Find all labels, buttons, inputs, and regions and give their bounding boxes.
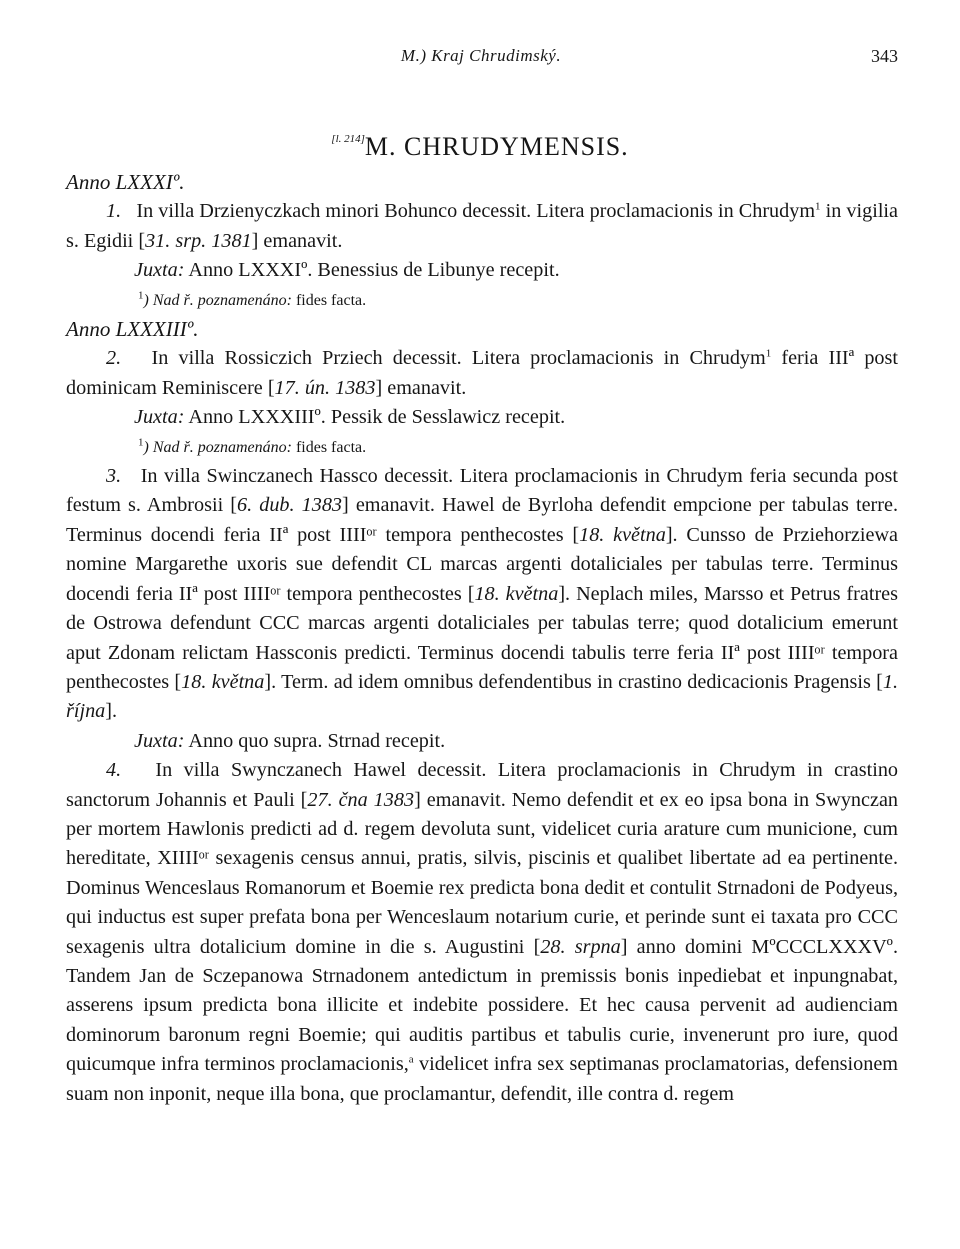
footnote-marker: a bbox=[408, 1053, 414, 1066]
footnote-mark: 1 bbox=[138, 436, 144, 449]
juxta-text: Anno LXXXIIIº. Pessik de Sesslawicz recepit. bbox=[184, 406, 566, 429]
footnote-marker: 1 bbox=[765, 347, 772, 360]
footnote-label: ) Nad ř. poznamenáno: bbox=[143, 291, 292, 309]
entry-text: ]. Cunsso de Prziehorziewa nomine Margarethe uxoris sue defendit CL marcas argenti dotaliciales per tabulas terre. Terminus docendi feria IIª post IIIIᵒʳ tempora penthecostes [ bbox=[66, 523, 898, 605]
entry-text: ] emanavit. bbox=[375, 376, 467, 399]
page-header bbox=[64, 46, 898, 72]
juxta-line bbox=[66, 256, 898, 285]
date-bracket: 6. dub. 1383 bbox=[237, 494, 343, 517]
running-title: M.) Kraj Chrudimský. bbox=[400, 46, 562, 65]
entry-text: feria IIIª post dominicam Reminiscere [ bbox=[66, 347, 898, 399]
entry-text: videlicet infra sex septimanas proclamatorias, defensionem suam non inponit, neque illa bona, que proclamantur, defendit, ille contra d. regem bbox=[66, 1053, 898, 1105]
footnote-text: fides facta. bbox=[291, 438, 367, 456]
entry-text: ]. Neplach miles, Marsso et Petrus fratres de Ostrowa defendunt CCC marcas argenti dotaliciales per tabulas terre; quod dotalicium emerunt aput Zdonam relictam Hassconis predicti. Terminus docendi tabulis terre feria IIª post IIIIᵒʳ tempora penthecostes [ bbox=[66, 582, 898, 693]
entry-text: In villa Rossiczich Prziech decessit. Litera proclamacionis in Chrudym bbox=[151, 347, 766, 370]
footnote-mark: 1 bbox=[138, 289, 144, 302]
entry-text: ] emanavit. Hawel de Byrloha defendit empcione per tabulas terre. Terminus docendi feria IIª post IIIIᵒʳ tempora penthecostes [ bbox=[66, 494, 898, 546]
entry-paragraph bbox=[66, 344, 898, 403]
date-bracket: 18. května bbox=[579, 523, 666, 546]
footnote-text: fides facta. bbox=[291, 291, 367, 309]
folio-reference: [l. 214] bbox=[331, 133, 365, 145]
date-bracket: 17. ún. 1383 bbox=[274, 376, 376, 399]
entry-number: 4. bbox=[106, 759, 122, 782]
footnote bbox=[66, 286, 898, 315]
entry-text: ] emanavit. Nemo defendit et ex eo ipsa bona in Swynczan per mortem Hawlonis predicti ad d. regem devoluta sunt, videlicet curia arature cum municione, cum hereditate, XIIIIᵒʳ sexagenis census annui, pratis, silvis, piscinis et qualibet libertate ad ea pertinente. Dominus Wenceslaus Romanorum et Boemie rex predicta bona dedit et contulit Strnadoni de Podyeus, qui inductus est super prefata bona per Wenceslaum notarium curie, et perinde sunt ei taxata pro CCC sexagenis ultra dotalicium domine in die s. Augustini [ bbox=[66, 788, 898, 958]
juxta-label: Juxta: bbox=[134, 406, 185, 429]
footnote-label: ) Nad ř. poznamenáno: bbox=[143, 438, 292, 456]
page-number: 343 bbox=[871, 46, 898, 66]
entry-text: In villa Swinczanech Hassco decessit. Litera proclamacionis in Chrudym feria secunda post festum s. Ambrosii [ bbox=[66, 465, 899, 517]
juxta-label: Juxta: bbox=[134, 259, 185, 282]
section-heading bbox=[0, 132, 960, 162]
juxta-line bbox=[66, 727, 898, 756]
entry-number: 2. bbox=[106, 347, 122, 370]
juxta-text: Anno quo supra. Strnad recepit. bbox=[184, 729, 446, 752]
juxta-label: Juxta: bbox=[134, 729, 185, 752]
date-bracket: 18. května bbox=[474, 582, 559, 605]
date-bracket: 31. srp. 1381 bbox=[145, 229, 252, 252]
entry-paragraph bbox=[66, 756, 898, 1109]
date-bracket: 27. čna 1383 bbox=[307, 788, 415, 811]
juxta-text: Anno LXXXIº. Benessius de Libunye recepit. bbox=[184, 259, 560, 282]
entry-text: In villa Swynczanech Hawel decessit. Litera proclamacionis in Chrudym in crastino sanctorum Johannis et Pauli [ bbox=[66, 759, 899, 811]
entry-paragraph bbox=[66, 462, 898, 727]
footnote bbox=[66, 433, 898, 462]
entry-text: ] emanavit. bbox=[251, 229, 343, 252]
entry-text: In villa Drzienyczkach minori Bohunco decessit. Litera proclamacionis in Chrudym bbox=[136, 200, 816, 223]
entry-text: in vigilia s. Egidii [ bbox=[66, 200, 898, 252]
entry-number: 1. bbox=[106, 200, 122, 223]
entry-number: 3. bbox=[106, 465, 122, 488]
document-body bbox=[66, 168, 898, 1109]
entry-text: ]. bbox=[105, 700, 118, 723]
date-bracket: 28. srpna bbox=[540, 935, 621, 958]
juxta-line bbox=[66, 403, 898, 432]
entry-text: ] anno domini MºCCCLXXXVº. Tandem Jan de Sczepanowa Strnadonem antedictum in premissis bonis inpediebat et inpungnabat, asserens ipsum predicta bona illicite et indebite possidere. Et hec causa pervenit ad audienciam dominorum baronum regni Boemie; qui auditis partibus et tabulis curie, invenerunt pro iure, quod quicumque infra terminos proclamacionis, bbox=[66, 935, 898, 1076]
entry-paragraph bbox=[66, 197, 898, 256]
date-bracket: 1. října bbox=[66, 670, 898, 723]
year-heading: Anno LXXXIº. bbox=[66, 170, 185, 194]
year-heading: Anno LXXXIIIº. bbox=[66, 317, 199, 342]
date-bracket: 18. května bbox=[181, 670, 265, 693]
section-title: M. CHRUDYMENSIS. bbox=[364, 132, 629, 161]
footnote-marker: 1 bbox=[815, 200, 821, 213]
entry-text: ]. Term. ad idem omnibus defendentibus in crastino dedicacionis Pragensis [ bbox=[264, 670, 883, 693]
